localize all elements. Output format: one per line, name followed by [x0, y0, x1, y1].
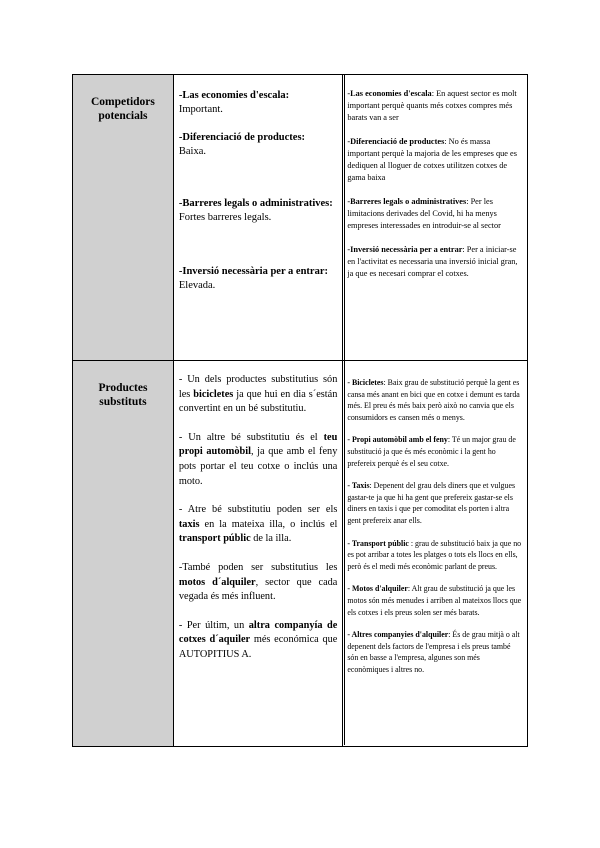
- summary-cell: [173, 361, 342, 747]
- item-text: , sector que cada vegada és més influent.: [178, 576, 338, 603]
- summary-item: [179, 619, 337, 663]
- detail-cell: [343, 75, 528, 361]
- item-keyword: motos d´alquiler: [178, 576, 256, 588]
- item-text: més económica que AUTOPITIUS A.: [178, 634, 338, 660]
- item-text: de la illa.: [250, 533, 292, 545]
- detail-item: [347, 583, 523, 618]
- item-text: : Baix grau de substitució perquè la gent es cansa més anant en bici que en cotxe i demunt es tarda més. El preu és més baix però això no canvia que els consumidors es cansen més o menys.: [347, 378, 520, 422]
- summary-item: [179, 373, 337, 417]
- double-rule: [344, 74, 347, 745]
- item-keyword: transport públic: [178, 533, 251, 545]
- detail-item: [347, 88, 523, 124]
- item-title: -Diferenciació de productes:: [178, 132, 306, 143]
- item-text: ja que hui en dia s´están convertint en un bé substitutiu.: [178, 388, 338, 415]
- detail-item: [347, 538, 523, 573]
- item-text: - Un dels productes substitutius són les: [178, 374, 338, 400]
- summary-item: [179, 503, 337, 547]
- summary-item: [179, 89, 337, 117]
- item-title: - Propi automòbil amb el feny: [347, 435, 448, 445]
- item-text: : Depenent del grau dels diners que et vulgues gastar-te ja que hi ha gent que prefereix gastar-se els diners en taxis i que per comoditat els porten i altra gent prefereix anar ells.: [347, 481, 516, 525]
- detail-item: [347, 136, 523, 184]
- item-title: -Inversió necessària per a entrar: [347, 245, 463, 254]
- item-title: -Barreres legals o administratives:: [178, 198, 333, 209]
- item-text: Baixa.: [178, 146, 206, 157]
- item-text: : En aquest sector es molt important perquè quants més cotxes compres més barats van a ser: [347, 89, 517, 122]
- table-row-competitors: [73, 75, 528, 361]
- item-text: Important.: [178, 104, 223, 115]
- row-header-line: Competidors: [90, 96, 155, 108]
- item-title: -Inversió necessària per a entrar:: [178, 266, 328, 277]
- item-keyword: bicicletes: [193, 388, 234, 400]
- item-text: : Per a iniciar-se en l'activitat es necessaria una inversió inicial gran, ja que es necesari comprar el cotxes.: [347, 245, 518, 278]
- item-title: - Taxis: [347, 481, 370, 491]
- item-title: - Transport públic: [347, 538, 409, 548]
- detail-cell: [343, 361, 528, 747]
- row-header-line: potencials: [98, 110, 148, 122]
- item-text: - Un altre bé substitutiu és el: [178, 431, 324, 443]
- detail-item: [347, 629, 523, 675]
- item-keyword: teu propi automòbil: [178, 431, 338, 458]
- item-text: : Té un major grau de substitució ja que és més econòmic i la gent ho prefereix perquè és el seu cotxe.: [347, 435, 516, 468]
- summary-item: [179, 431, 337, 489]
- item-text: - Atre bé substitutiu poden ser els: [178, 504, 338, 516]
- summary-item: [179, 561, 337, 605]
- item-text: Fortes barreres legals.: [178, 212, 272, 223]
- item-title: - Altres companyies d'alquiler: [347, 630, 449, 640]
- item-text: en la mateixa illa, o inclús el: [199, 518, 338, 530]
- item-title: -Las economies d'escala:: [178, 90, 290, 101]
- summary-item: [179, 197, 337, 225]
- row-header-cell: [73, 361, 174, 747]
- table-row-substitutes: [73, 361, 528, 747]
- item-text: -També poden ser substitutius les: [178, 561, 338, 573]
- detail-item: [347, 434, 523, 469]
- item-keyword: taxis: [178, 518, 200, 530]
- summary-item: [179, 131, 337, 159]
- item-title: -Diferenciació de productes: [347, 137, 445, 146]
- item-text: : És de grau mitjà o alt depenent dels factors de l'empresa i els preus també són en basse a l'empresa, algunes son més econòmiques i altres no.: [347, 630, 520, 674]
- detail-item: [347, 377, 523, 423]
- item-title: -Barreres legals o administratives: [347, 197, 467, 206]
- item-text: - Per últim, un: [178, 619, 249, 631]
- item-title: -Las economies d'escala: [347, 89, 432, 98]
- item-text: Elevada.: [178, 280, 216, 291]
- item-text: : Alt grau de substitució ja que les motos són més menudes i arriben al mateixos llocs que els cotxes i els preus solen ser més barats.: [347, 584, 522, 617]
- item-text: : grau de substitució baix ja que no es pot arribar a totes les platges o tots els llocs en ells, però és el medi més econòmic parlant de preus.: [347, 538, 522, 571]
- detail-item: [347, 196, 523, 232]
- item-keyword: altra companyía de cotxes d´aquiler: [178, 619, 338, 646]
- summary-cell: [173, 75, 342, 361]
- item-title: - Motos d'alquiler: [347, 584, 408, 594]
- item-text: : Per les limitacions derivades del Covid, hi ha menys empreses interessades en introduir-se al sector: [347, 197, 501, 230]
- row-header-line: Productes: [98, 382, 148, 394]
- row-header-cell: [73, 75, 174, 361]
- summary-item: [179, 265, 337, 293]
- item-title: - Bicicletes: [347, 378, 384, 387]
- item-text: : No és massa important perquè la majoria de les empreses que es dediquen al lloguer de cotxes utilitzen cotxes de gama baixa: [347, 137, 517, 182]
- item-text: , ja que amb el feny pots portar el teu cotxe o inclús una moto.: [178, 446, 338, 487]
- five-forces-table: [72, 74, 528, 747]
- detail-item: [347, 244, 523, 280]
- detail-item: [347, 480, 523, 526]
- row-header-line: substituts: [99, 396, 147, 408]
